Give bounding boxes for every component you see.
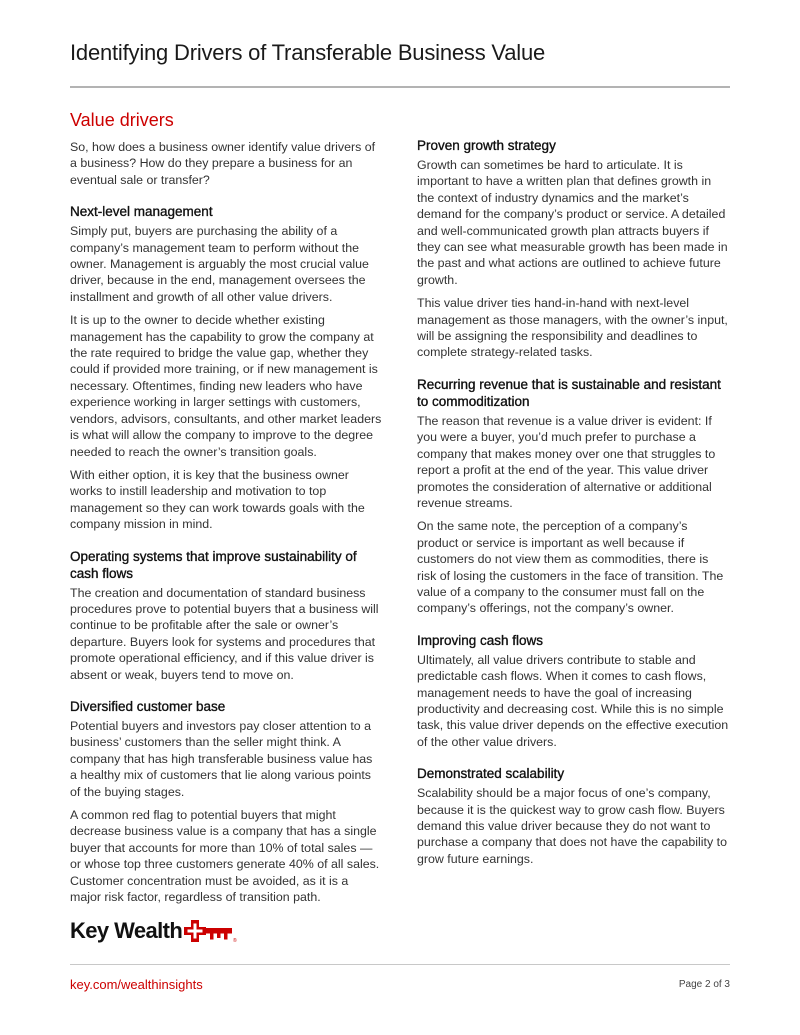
content-block [417,376,729,617]
body-paragraph: Potential buyers and investors pay closer attention to a business’ customers than the seller might think. A company that has high transferable business value has a healthy mix of customers that lie along various points of the buying stages. [70,718,373,799]
left-column [70,110,382,912]
intro-paragraph: So, how does a business owner identify value drivers of a business? How do they prepare a business for an eventual sale or transfer? [70,140,376,187]
sub-heading: Improving cash flows [417,632,544,648]
bottom-divider [70,964,730,965]
sub-heading: Demonstrated scalability [417,766,565,782]
sub-heading: Proven growth strategy [417,138,556,153]
body-paragraph: Scalability should be a major focus of one’s company, because it is the quickest way to grow cash flow. Buyers demand this value driver because they do not want to purchase a company that does not have the capability to grow future earnings. [417,786,727,866]
content-block [70,548,382,683]
body-paragraph: On the same note, the perception of a company’s product or service is important as well because if customers do not view them as commodities, there is risk of losing the customers in the face of transition. The value of a company to the consumer must fall on the company’s offerings, not the company’s owner. [417,519,724,616]
section-title: Value drivers [70,110,174,130]
svg-text:®: ® [233,938,237,944]
content-block [417,632,729,750]
body-paragraph: This value driver ties hand-in-hand with next-level management as those managers, with the owner’s input, will be assigning the responsibility and deadlines to complete strategy-related tasks. [417,296,728,360]
sub-heading: Next-level management [70,204,213,220]
page-number: Page 2 of 3 [678,979,730,990]
key-icon [184,919,236,943]
body-paragraph: The creation and documentation of standard business procedures prove to potential buyers that a business will continue to be profitable after the sale or owner’s departure. Buyers look for systems and procedures that promote operational efficiency, and if this value driver is absent or weak, buyers tend to move on. [70,585,379,682]
content-block [417,137,729,361]
body-paragraph: Simply put, buyers are purchasing the ability of a company’s management team to perform without the owner. Management is arguably the most crucial value driver, because in the end, management oversees the installment and growth of all other value drivers. [70,224,369,304]
content-block [417,765,729,867]
body-paragraph: The reason that revenue is a value driver is evident: If you were a buyer, you’d much prefer to purchase a company that makes money over one that struggles to report a profit at the end of the year. This value driver promotes the consideration of alternative or additional revenue streams. [417,413,716,510]
body-paragraph: With either option, it is key that the business owner works to instill leadership and motivation to top management so they can work towards goals with the company mission in mind. [70,467,365,532]
body-paragraph: Ultimately, all value drivers contribute to stable and predictable cash flows. When it comes to cash flows, management needs to have the goal of increasing productivity and decreasing cost. While this is no simple task, this value driver depends on the effective execution of the other value drivers. [417,652,729,749]
sub-heading: Diversified customer base [70,698,226,714]
sub-heading: Operating systems that improve sustainability of cash flows [70,548,357,581]
key-wealth-logo [70,918,236,944]
content-block [70,698,382,905]
sub-heading: Recurring revenue that is sustainable and resistant to commoditization [417,376,721,409]
top-divider [70,86,730,88]
right-column [417,137,729,874]
body-paragraph: It is up to the owner to decide whether existing management has the capability to grow the company at the rate required to bridge the value gap, whether they could if provided more training, or if new management is necessary. Oftentimes, finding new leaders who have experience working in larger settings with customers, vendors, advisors, consultants, and other market leaders is what will allow the company to improve to the degree needed to reach the owner’s transition goals. [70,313,382,459]
body-paragraph: Growth can sometimes be hard to articulate. It is important to have a written plan that defines growth in the context of industry dynamics and the market’s demand for the company’s product or service. A detailed and well-communicated growth plan attracts buyers if they can see what measurable growth has been made in the past and what actions are outlined to achieve future growth. [417,158,728,287]
document-title: Identifying Drivers of Transferable Business Value [70,40,546,65]
content-block [70,203,382,532]
footer-website-link[interactable]: key.com/wealthinsights [70,977,203,992]
logo-text: Key Wealth [70,918,183,943]
body-paragraph: A common red flag to potential buyers that might decrease business value is a company that has a single buyer that accounts for more than 10% of total sales — or whose top three customers generate 40% of all sales. Customer concentration must be avoided, as it is a major risk factor, regardless of transition path. [70,808,380,905]
